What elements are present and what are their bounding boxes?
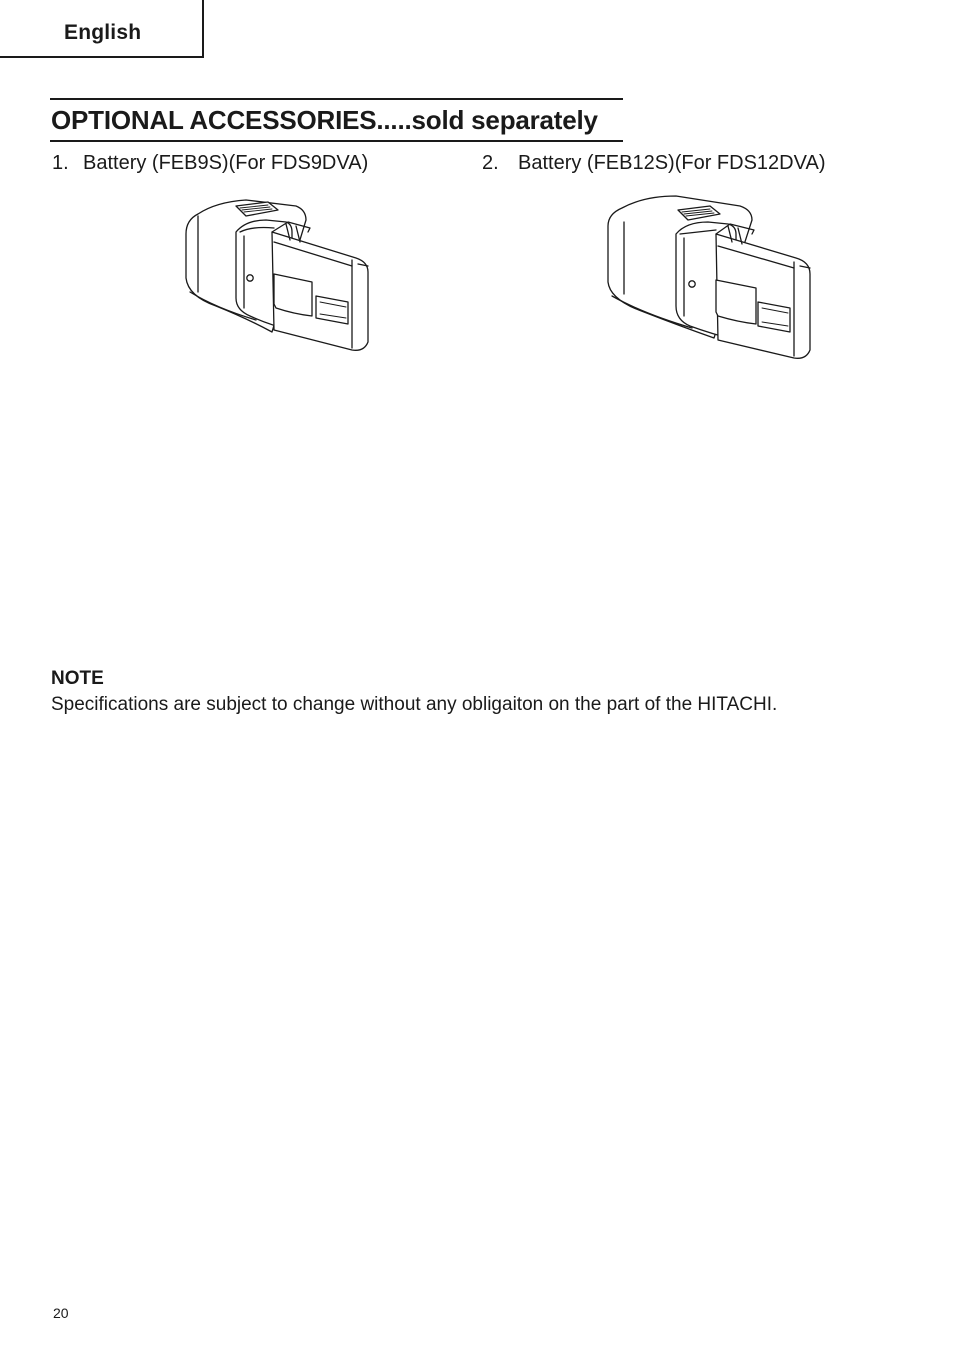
accessory-item-2 xyxy=(482,152,825,175)
note-heading: NOTE xyxy=(51,668,104,689)
note-text: Specifications are subject to change without any obligaiton on the part of the HITACHI. xyxy=(51,694,778,715)
language-label: English xyxy=(64,21,142,44)
battery-feb9s-illustration xyxy=(176,192,376,354)
section-heading xyxy=(50,98,623,142)
accessory-label: Battery (FEB9S)(For FDS9DVA) xyxy=(83,152,369,174)
accessory-item-1 xyxy=(52,152,368,175)
battery-feb12s-illustration xyxy=(600,192,814,362)
accessory-number: 2. xyxy=(482,152,499,174)
page-number: 20 xyxy=(53,1305,69,1321)
accessory-number: 1. xyxy=(52,152,69,174)
section-title: OPTIONAL ACCESSORIES.....sold separately xyxy=(51,105,598,135)
accessory-label: Battery (FEB12S)(For FDS12DVA) xyxy=(518,152,826,174)
language-tab xyxy=(0,0,204,58)
